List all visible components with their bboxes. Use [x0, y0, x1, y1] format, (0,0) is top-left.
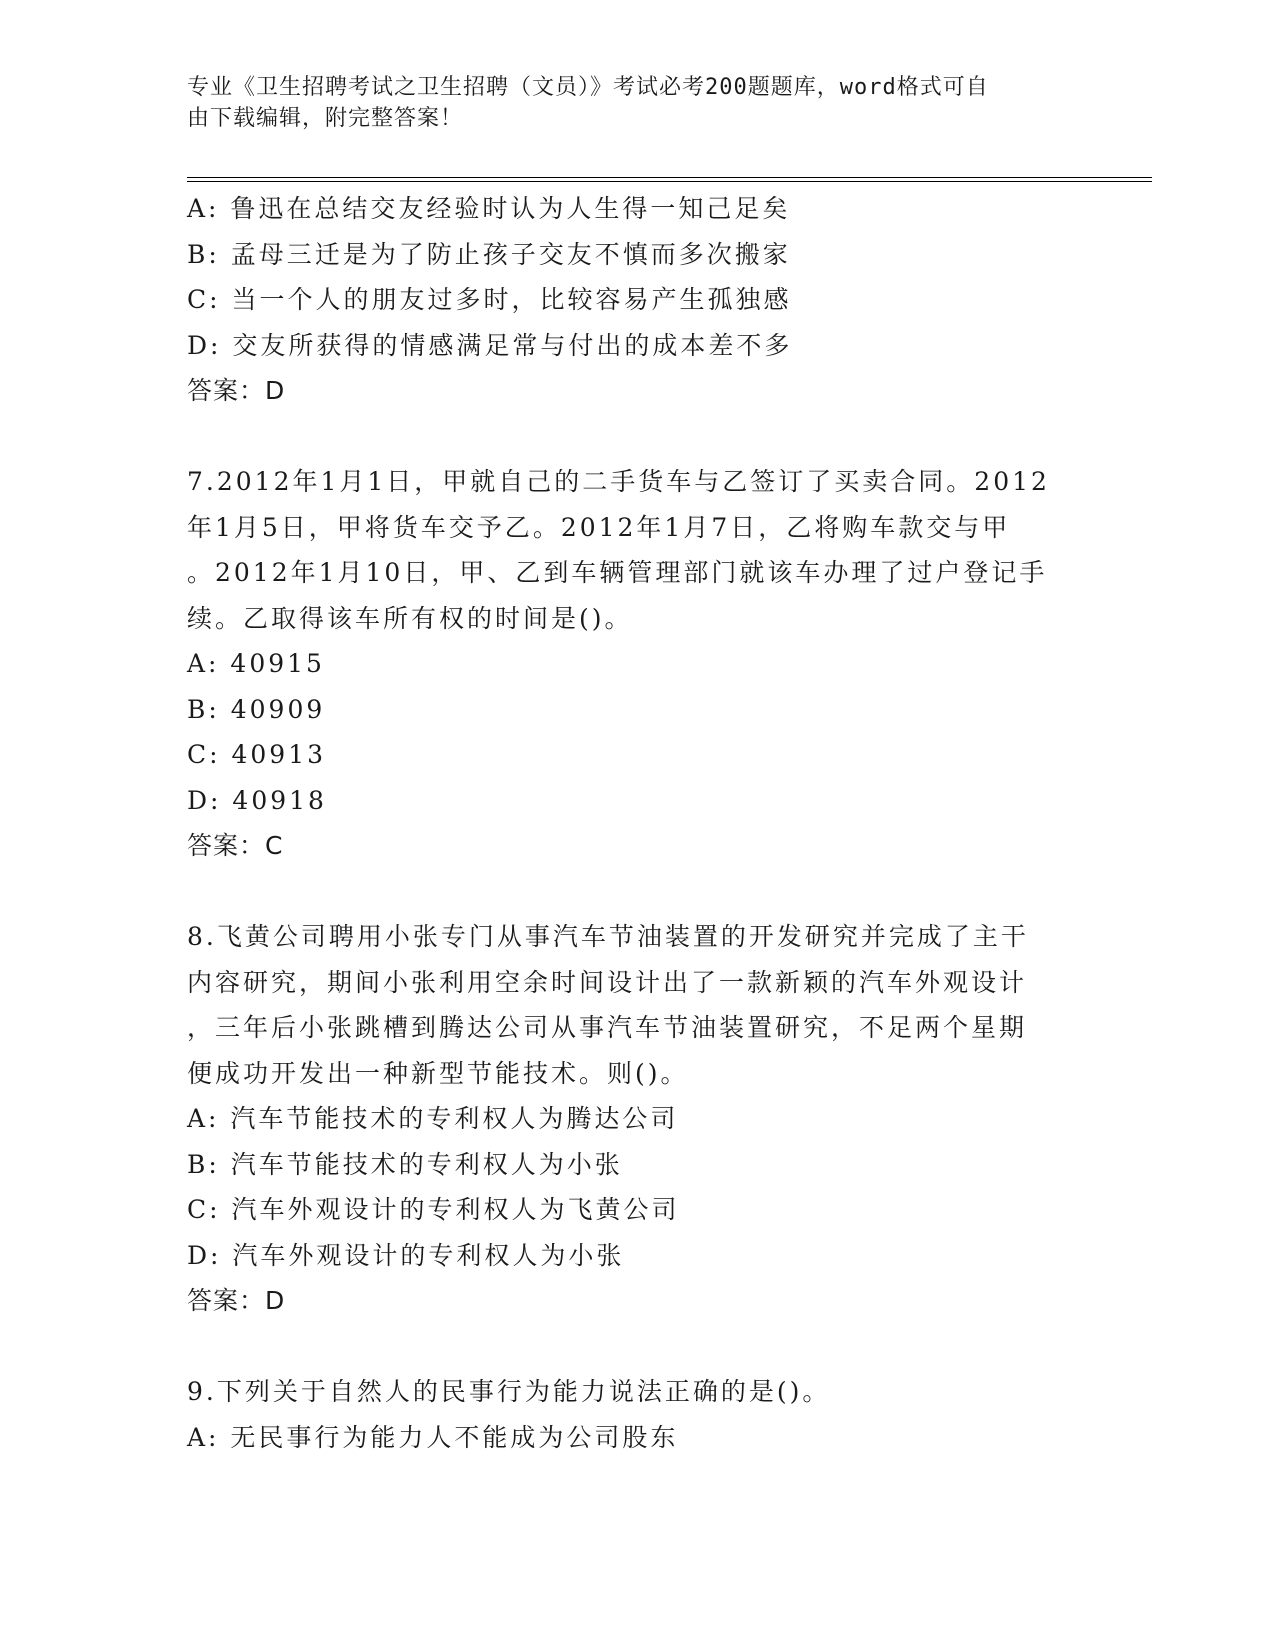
header-line-2: 由下载编辑，附完整答案！ [187, 106, 464, 131]
option-b: B: 汽车节能技术的专利权人为小张 [187, 1149, 623, 1179]
question-stem-line: 7.2012年1月1日，甲就自己的二手货车与乙签订了买卖合同。2012 [187, 467, 1050, 496]
question-stem-line: 内容研究，期间小张利用空余时间设计出了一款新颖的汽车外观设计 [187, 967, 1028, 997]
document-header [187, 72, 1067, 134]
spacer [187, 414, 1087, 460]
answer: 答案：D [187, 376, 286, 405]
option-d: D: 交友所获得的情感满足常与付出的成本差不多 [187, 330, 793, 360]
question-list [187, 186, 1087, 1460]
spacer [187, 869, 1087, 915]
option-a: A: 无民事行为能力人不能成为公司股东 [187, 1422, 679, 1452]
option-a: A: 鲁迅在总结交友经验时认为人生得一知己足矣 [187, 194, 791, 223]
header-line-1: 专业《卫生招聘考试之卫生招聘（文员）》考试必考200题题库，word格式可自 [187, 75, 989, 100]
question-stem-line: 便成功开发出一种新型节能技术。则()。 [187, 1058, 689, 1088]
question-stem-line: ，三年后小张跳槽到腾达公司从事汽车节油装置研究，不足两个星期 [187, 1013, 1028, 1042]
option-d: D: 汽车外观设计的专利权人为小张 [187, 1240, 625, 1270]
option-a: A: 40915 [187, 649, 325, 678]
question-stem-line: 续。乙取得该车所有权的时间是()。 [187, 603, 633, 633]
question-6 [187, 186, 1087, 414]
spacer [187, 1324, 1087, 1370]
header-divider-bottom [187, 181, 1152, 182]
option-b: B: 孟母三迁是为了防止孩子交友不慎而多次搬家 [187, 239, 791, 269]
question-9 [187, 1369, 1087, 1460]
question-stem-line: 。2012年1月10日，甲、乙到车辆管理部门就该车办理了过户登记手 [187, 558, 1048, 587]
question-stem-line: 8.飞黄公司聘用小张专门从事汽车节油装置的开发研究并完成了主干 [187, 922, 1029, 951]
question-stem-line: 年1月5日，甲将货车交予乙。2012年1月7日，乙将购车款交与甲 [187, 512, 1011, 542]
header-divider-top [187, 177, 1152, 178]
option-c: C: 40913 [187, 740, 327, 769]
question-7 [187, 459, 1087, 869]
question-stem-line: 9.下列关于自然人的民事行为能力说法正确的是()。 [187, 1377, 831, 1406]
answer: 答案：C [187, 831, 284, 860]
question-8 [187, 914, 1087, 1324]
option-c: C: 当一个人的朋友过多时，比较容易产生孤独感 [187, 285, 792, 314]
option-b: B: 40909 [187, 694, 326, 724]
option-a: A: 汽车节能技术的专利权人为腾达公司 [187, 1104, 679, 1133]
option-c: C: 汽车外观设计的专利权人为飞黄公司 [187, 1195, 680, 1224]
answer: 答案：D [187, 1286, 286, 1315]
option-d: D: 40918 [187, 785, 327, 815]
